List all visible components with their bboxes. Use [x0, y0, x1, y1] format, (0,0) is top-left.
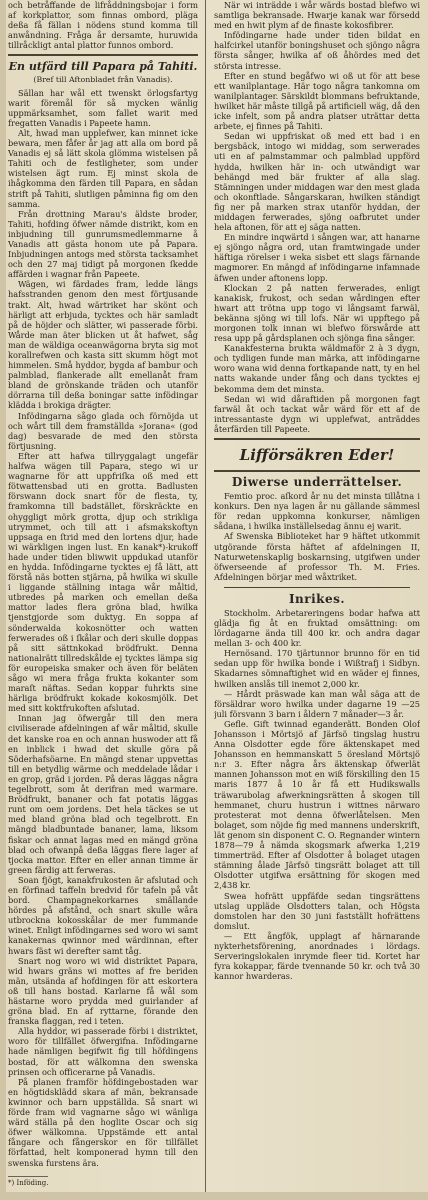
- section-separator: [214, 438, 420, 440]
- article-paragraph: Klockan 2 på natten ferwerades, enligt kanakisk, frukost, och sedan wårdingen efter hwart att trötna upp togo vi långsamt farwäl, bekänna sjöng wi till lofs. När wi uppftego på morgonen tolk innan wi blefwo förswårde att resa upp på gårdsplanen och sjönga fina sånger.: [214, 282, 420, 344]
- section-title-inrikes: Inrikes.: [288, 591, 346, 606]
- article-paragraph: Wägen, wi färdades fram, ledde längs hafsstranden genom den mest förtjusande trakt. Alt, hwad wärtriket har skönt och härligt att erbjuda, tycktes och här samladt på de höjder och slätter, wi passerade förbi. Wårde man äter blicken ut åt hafwet, såg man de wäldiga oceanwägorna bryta sig mot korallrefwen och kasta sitt skumm högt mot himmelen. Små hyddor, bygda af bambur och palmblad, flankerade allt emellanåt fram bland de grönskande träden och utanför dörrarna till deßa boningar satte infödingar klädda i brokiga drägter.: [8, 279, 198, 411]
- article-byline: (Bref till Aftonbladet från Vanadis).: [33, 75, 173, 85]
- footnote: [8, 1176, 198, 1188]
- intro-paragraph: och betråffande de lifråddningsbojar i form af korkplattor, som finnas ombord, pläga deßa få fällan i nödens stund komma till anwåndning. Fråga år dersamte, huruwida tillråckligt antal plattor funnos ombord.: [8, 0, 198, 51]
- inrikes-paragraph: — Hårdt präswade kan man wål säga att de försäldrar woro hwilka under dagarne 19 —25 juli försvann 3 barn i åldern 7 månader—3 år.: [214, 688, 420, 719]
- article-paragraph: Sedan wi wid dåraftiden på morgonen fagt farwäl åt och tackat wår wärd för ett af de intressantaste dygn wi upplefwat, anträddes återfärden till Papeete.: [214, 393, 420, 434]
- right-column: [214, 0, 420, 1200]
- page-edge: [0, 0, 6, 1200]
- inrikes-paragraph: Gefle. Gift twinnad eganderätt. Bonden Olof Johansson i Mörtsjö af Järfsö tingslag hustru Anna Olsdotter egde före äktenskapet med Johansson en hemmanskatt 5 öresland Mörtsjö n:r 3. Efter några års äktenskap öfwerlät mannen Johansson mot en wiß förskilling den 15 maris 1877 å 10 år få ett Hudikswalls träwarubolag afwerkningsrätten å skogen till hemmanet, churu hustrun i wittnes närwaro protesterat mot denna öfwerlåtelsen. Men bolaget, som nöjde fig med mannens underskrift, lät genom sin disponent C. O. Regnander wintern 1878—79 å nämda skogsmark afwerka 1,219 timmerträd. Efter af Olsdotter å bolaget utagen stämning ålade Järfsö tingsrätt bolaget att till Olsdotter utgifwa ersättning för skogen med 2,438 kr.: [214, 718, 420, 891]
- article-paragraph: Soan fjögt, kanakfrukosten är afslutad och en förfinad taffeln bredvid för tafeln på våt bord. Champagnekorkarnes smällande hördes på afstånd, och snart skulle wåra utbrockna kokosskålar de mer fummande winet. Enligt infödingarnes sed woro wi samt kanakernas qwinnor med wärdinnan, efter hwars fäst wi derefter samt tåg.: [8, 874, 198, 956]
- article-paragraph: Alla hyddor, wi passerade förbi i distriktet, woro för tillfället öfwergifna. Infödingarne hade nämligen begifwit fig till höfdingens bostad, för att wälkomna den swenska prinsen och officerarne på Vanadis.: [8, 1026, 198, 1077]
- left-column: [8, 0, 198, 1200]
- column-divider: [205, 0, 206, 1200]
- inrikes-paragraph: — Ett ångfök, upplagt af härnarande nykterhetsförening, anordnades i lördags. Serveringslokalen inrymde fleer tid. Kortet har fyra kokappar, färde tvennande 50 kr. och två 30 kannor hwarderas.: [214, 930, 420, 982]
- notice-paragraph: Af Swenska Biblioteket har 9 häftet utkommit utgörande första häftet af afdelningen II, Naturwetenskaplig boskarnsing, utgifwen under öfwerseende af professor Th. M. Fries. Afdelningen börjar med wåxtriket.: [214, 531, 420, 582]
- notice-paragraph: Femtio proc. aſkord år nu det minsta tillåtna i konkurs. Den nya lagen år nu gällande sämmesl för redan uppkomna konkurser, nämligen sådana, i hwilka inställelsedag ännu ej warit.: [214, 491, 420, 532]
- article-paragraph: Från drottning Marau's äldste broder, Tahiti, hofding öfwer nämde distrikt, kom en inbjudning till gunrumsmedlemmarne å Vanadis att gästa honom ute på Papara. Inbjudningen antogs med största tacksamhet och den 27 maj tidigt på morgonen ſkedde affärden i wagnar från Papeete.: [8, 208, 198, 280]
- article-paragraph: På planen framför höfdingebostaden war en högtidsklädd skara af män, bekransade kwinnor och barn uppställda. Så snart wi förde fram wid vagnarne sågo wi wänliga wärd ställa på den hoglite Oscar och sig öfwer wälkomna. Uppstämde ett antal fångare och fångerskor en för tillfället författad, helt komponerad hymn till den swenska furstens ära.: [8, 1076, 198, 1168]
- inrikes-paragraph: Swea hofrätt uppfäfde sedan tingsrättens utslag uppläde Olsdotters talan, och Högsta domstolen har den 30 juni fastställt hofrättens domslut.: [214, 890, 420, 931]
- article-paragraph: Efter att hafwa tillryggalagt ungefär halfwa wägen till Papara, stego wi ur wagnarne för att uppfriſka oß med ett fötwattensbad uti en grotta. Badlusten förswann dock snart för de flesta, ty, framkomna till badstället, förskräckte en ohyggligt mörk grotta, djup och strikliga utrymmet, och till att i afsmakskoftyn uppsaga en ſtrid med den lortens djur, hade wi wärkligen ingen lust. En kanak*)-krukoff hade under tiden bliwwit uppdukad utanför en hydda. Infödingarne tycktes ej få lätt, att förstå näs botten stjärna, på hwilka wi skulle i liggande ställning intaga wår måltid, utbredes på marken och emellan deßa mattor lades flera gröna blad, hwilka tjenstgjorde som duktyg. En soppa af sönderwalda kokosnötter och watten ferwerades oß i ſkålar och deri skulle doppas på sitt sättnkokad brödfrukt. Denna nationalrätt tillredskålde ej tycktes lämpa sig för europeiska smaker och även för beläten sågo wi mera fråga frukta kokanter som maraſt näftas. Sedan koppar fuhrkts sine härliga brödfrukt kokade kokosmjölk. Det med sitt koktfrukoften afslutad.: [8, 450, 198, 714]
- article-title: En utfärd till Papara på Tahiti.: [8, 60, 198, 74]
- article-paragraph: När wi inträdde i wår wärds bostad blefwo wi samtliga bekransade. Hwarje kanak war försedd med en hwit plym af de finaste kokosfibrer.: [214, 0, 420, 31]
- page-bottom-edge: [0, 1192, 428, 1200]
- article-paragraph: Infödingarna sågo glada och förnöjda ut och wårt till dem framställda »Jorana« (god dag) besvarade de med den största förtjusning.: [8, 410, 198, 451]
- article-paragraph: Alt, hwad man upplefwer, kan minnet icke bewara, men fåfer år jag att alla om bord på Vanadis ej så lätt skola glömma wistelsen på Tahiti och de festligheter, som under wistelsen ägt rum. Ej minst skola de ihågkomma den färden till Papara, en sådan strift på Tahiti, slutligen påminna fig om den samma.: [8, 127, 198, 209]
- article-paragraph: Snart nog woro wi wid distriktet Papara, wid hwars gräns wi mottes af fre beriden män, utsända af hofdingen för att eskortera oß till hans bostad. Karlarne få wål som hästarne woro prydda med guirlander af gröna blad. En af ryttarne, förande den franska flaggan, red i teten.: [8, 955, 198, 1027]
- footnote-text: *) Inföding.: [8, 1179, 49, 1187]
- article-paragraph: Sedan wi uppfriskat oß med ett bad i en bergsbäck, intogo wi middag, som serwerades uti en af palmstammar och palmblad uppförd hydda, hwilken här in- och utwändigt war behängd med bär frukter af alla slag. Stämningen under middagen war den mest glada och okonftlade. Sångarskaran, hwilken ständigt fig ner på marken strax utanför hyddan, der middagen ferwerades, sjöng oafbrutet under hela aftonen, för att ej säga natten.: [214, 131, 420, 233]
- section-separator: [8, 54, 198, 56]
- article-paragraph: Sällan har wål ett twenskt örlogsfartyg warit föremål för så mycken wänlig uppmärksamhet, som fallet warit med fregatten Vanadis i Papeete hamn.: [8, 87, 198, 128]
- article-paragraph: Innan jag öfwergår till den mera civiliserade afdelningen af wår måltid, skulle det kanske roa en och annan huswoder att få en inblick i hwad det skulle göra på Söderhafsöarne. En mängd stenar uppvettas till en betydlig wärme och meddelade lådar i en grop, gräd i jorden. På deras läggas några tegelbrott, som åt derifran med warmare. Brödfrukt, bananer och fat potatis läggas runt om oem jordens. Det hela täckes se ut med bland gröna blad och tegelbrott. En mängd bladbuntade bananer, lama, liksom fiskar och annat lagas med en mängd gröna blad och ofwanpå deßa läggas flere lager af tjocka mattor. Efter en eller annan timme är green färdig att ferweras.: [8, 713, 198, 875]
- footnote-rule: [8, 1176, 48, 1177]
- article-paragraph: En mindre inqwärtd i sången war, att hanarne ej sjöngo några ord, utan framtwingade under häftiga rörelser i weka sisbet ett slags färnande magmorer. En mängd af infödingarne infamnade äfwen under aftonens lopp.: [214, 232, 420, 283]
- inrikes-paragraph: Stockholm. Arbetareringens bodar hafwa att glädja fig åt en fruktad omsättning: om lördagarne ända till 400 kr. och andra dagar mellan 3- och 400 kr.: [214, 607, 420, 649]
- section-separator: [224, 587, 410, 588]
- insurance-advert-header: Lifförsäkren Eder!: [239, 446, 395, 465]
- article-paragraph: Infödingarne hade under tiden bildat en halfcirkel utanför boningshuset och sjöngo några första sånger, hwilka af oß åhördes med det största intresse.: [214, 30, 420, 71]
- article-paragraph: Efter en stund begåfwo wi oß ut för att bese ett wanilplantage. Här togo några tankomna om wanilplantager. Särskildt blommans befruktande, hwilket här måste tillgå på artificiell wäg, då den icke infelt, som på andra platser uträttar detta arbete, ej finnes på Tahiti.: [214, 70, 420, 132]
- section-separator: [214, 470, 420, 472]
- inrikes-paragraph: Hernösand. 170 tjärtunnor brunno för en tid sedan upp för hwilka bonde i Wißtrafj i Sidbyn. Skadarnes sömnaftighet wid en wäder ej finnes, hwilken anslås till inemot 2,000 kr.: [214, 648, 420, 689]
- section-title-diverse: Diwerse underrättelser.: [231, 475, 403, 490]
- article-paragraph: Kanakfesterna brukta wäldmaför 2 à 3 dygn, och tydligen funde man märka, att infödingarne woro wana wid denna fortkapande natt, ty en hel natts wakande under fång och dans tycktes ej bekomma dem det minsta.: [214, 343, 420, 394]
